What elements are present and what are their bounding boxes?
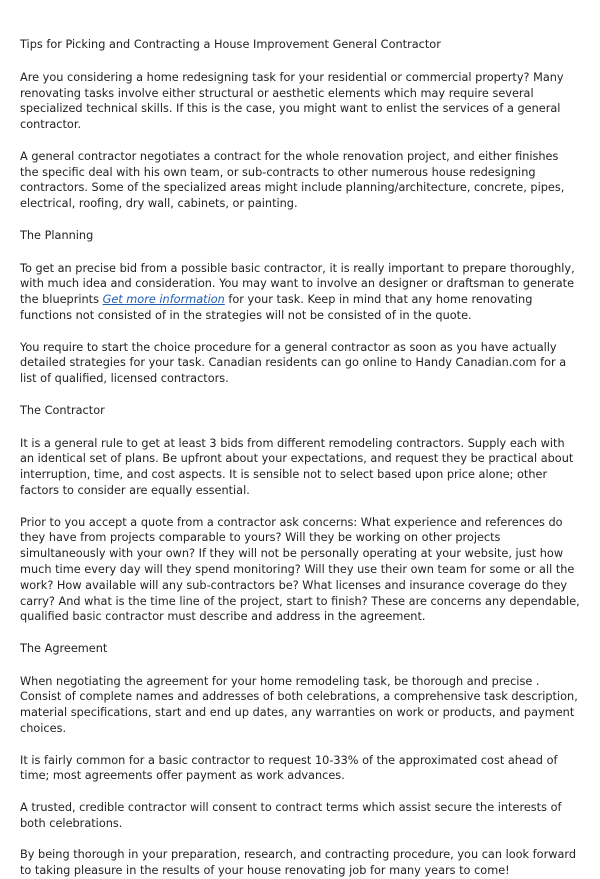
agreement-paragraph-2: It is fairly common for a basic contractor to request 10-33% of the approximated cost ahead of time; most agreements offer payment as work advances. (20, 753, 558, 783)
planning-text-before-link: To get an precise bid from a possible basic contractor, it is really important to prepare thoroughly, with much idea and consideration. You may want to involve an designer or draftsman to generate the blueprints (20, 261, 575, 307)
intro-paragraph-1: Are you considering a home redesigning task for your residential or commercial property? Many renovating tasks involve either structural or aesthetic elements which may require several specialized technical skills. If this is the case, you might want to enlist the services of a general contractor. (20, 70, 564, 132)
planning-paragraph-2: You require to start the choice procedure for a general contractor as soon as you have actually detailed strategies for your task. Canadian residents can go online to Handy Canadian.com for a list of qualified, licensed contractors. (20, 340, 567, 386)
planning-text-after-link: for your task. Keep in mind that any home renovating functions not consisted of in the strategies will not be consisted of in the quote. (20, 293, 533, 322)
document-title: Tips for Picking and Contracting a House Improvement General Contractor (20, 38, 441, 51)
get-more-information-link[interactable]: Get more information (102, 293, 225, 307)
conclusion-paragraph: By being thorough in your preparation, research, and contracting procedure, you can look forward to taking pleasure in the results of your house renovating job for many years to come! (20, 848, 576, 878)
contractor-paragraph-2: Prior to you accept a quote from a contractor ask concerns: What experience and references do they have from projects comparable to yours? Will they be working on other projects simultaneously with your own? If they will not be personally operating at your website, just how much time every day will they spend monitoring? Will they use their own team for some or all the work? How available will any sub-contractors be? What licenses and insurance coverage do they carry? And what is the time line of the project, start to finish? These are concerns any dependable, qualified basic contractor must describe and address in the agreement. (20, 515, 580, 624)
section-heading-planning: The Planning (20, 228, 94, 242)
section-heading-contractor: The Contractor (20, 403, 105, 417)
intro-paragraph-2: A general contractor negotiates a contract for the whole renovation project, and either finishes the specific deal with his own team, or sub-contracts to other numerous house redesigning contractors. Some of the specialized areas might include planning/architecture, concrete, pipes, electrical, roofing, dry wall, cabinets, or painting. (20, 149, 565, 211)
section-heading-agreement: The Agreement (20, 641, 108, 655)
agreement-paragraph-3: A trusted, credible contractor will consent to contract terms which assist secure the interests of both celebrations. (20, 801, 562, 830)
contractor-paragraph-1: It is a general rule to get at least 3 bids from different remodeling contractors. Supply each with an identical set of plans. Be upfront about your expectations, and request they be practical about interruption, time, and cost aspects. It is sensible not to select based upon price alone; other factors to consider are equally essential. (20, 436, 574, 497)
agreement-paragraph-1: When negotiating the agreement for your home remodeling task, be thorough and precise . Consist of complete names and addresses of both celebrations, a comprehensive task description, material specifications, start and end up dates, any warranties on work or products, and payment choices. (20, 674, 578, 736)
planning-paragraph-1 (20, 261, 580, 324)
